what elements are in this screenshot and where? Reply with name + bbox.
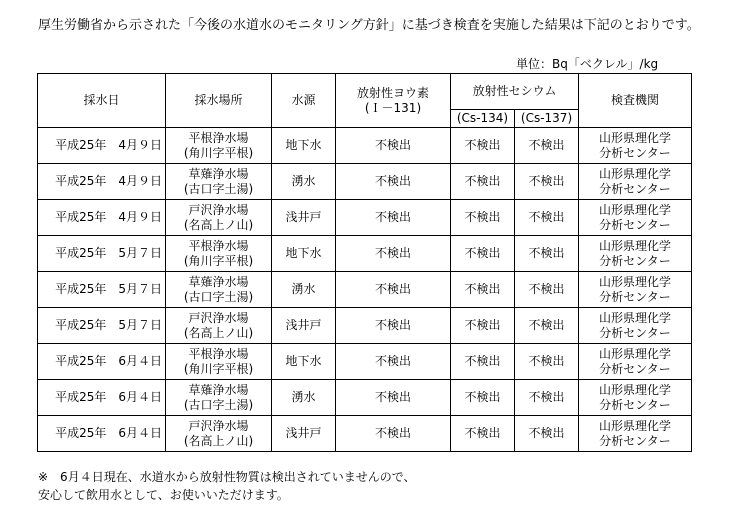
header-cesium: 放射性セシウム bbox=[451, 74, 579, 110]
cell-lab-line1: 山形県理化学 bbox=[599, 274, 672, 289]
cell-site bbox=[166, 344, 272, 380]
cell-source: 地下水 bbox=[272, 128, 336, 164]
header-lab: 検査機関 bbox=[579, 74, 692, 128]
cell-lab bbox=[579, 380, 692, 416]
cell-iodine: 不検出 bbox=[336, 272, 451, 308]
cell-date: 平成25年 5月７日 bbox=[38, 272, 166, 308]
header-iodine-line2: (Ｉ－131) bbox=[364, 100, 422, 115]
cell-cs134: 不検出 bbox=[451, 416, 515, 452]
cell-site bbox=[166, 200, 272, 236]
cell-lab-line2: 分析センター bbox=[599, 361, 671, 376]
cell-lab bbox=[579, 200, 692, 236]
cell-lab bbox=[579, 164, 692, 200]
cell-cs137: 不検出 bbox=[515, 200, 579, 236]
cell-lab-line1: 山形県理化学 bbox=[599, 382, 672, 397]
cell-lab bbox=[579, 416, 692, 452]
cell-cs137: 不検出 bbox=[515, 308, 579, 344]
cell-cs134: 不検出 bbox=[451, 200, 515, 236]
cell-cs134: 不検出 bbox=[451, 236, 515, 272]
unit-label: 単位：Bq「ベクレル」/kg bbox=[516, 57, 659, 71]
cell-lab-line1: 山形県理化学 bbox=[599, 166, 672, 181]
cell-site-address: (角川字平根) bbox=[183, 253, 254, 268]
table-header-row bbox=[38, 74, 692, 110]
header-date: 採水日 bbox=[38, 74, 166, 128]
cell-site-name: 草薙浄水場 bbox=[188, 274, 249, 289]
table-row bbox=[38, 236, 692, 272]
cell-cs137: 不検出 bbox=[515, 344, 579, 380]
cell-lab bbox=[579, 128, 692, 164]
cell-source: 浅井戸 bbox=[272, 200, 336, 236]
footnote-line1: ※ 6月４日現在、水道水から放射性物質は検出されていませんので、 bbox=[38, 470, 416, 484]
footnote bbox=[38, 468, 415, 504]
cell-cs134: 不検出 bbox=[451, 272, 515, 308]
cell-lab-line2: 分析センター bbox=[599, 145, 671, 160]
cell-source: 湧水 bbox=[272, 380, 336, 416]
cell-lab-line1: 山形県理化学 bbox=[599, 310, 672, 325]
cell-lab-line2: 分析センター bbox=[599, 289, 671, 304]
cell-cs137: 不検出 bbox=[515, 164, 579, 200]
cell-date: 平成25年 5月７日 bbox=[38, 236, 166, 272]
cell-iodine: 不検出 bbox=[336, 380, 451, 416]
cell-iodine: 不検出 bbox=[336, 344, 451, 380]
table-row bbox=[38, 128, 692, 164]
cell-date: 平成25年 4月９日 bbox=[38, 200, 166, 236]
cell-site bbox=[166, 416, 272, 452]
cell-lab bbox=[579, 308, 692, 344]
table-row bbox=[38, 344, 692, 380]
cell-site-address: (古口字土湯) bbox=[183, 289, 254, 304]
cell-iodine: 不検出 bbox=[336, 416, 451, 452]
cell-cs134: 不検出 bbox=[451, 128, 515, 164]
header-source: 水源 bbox=[272, 74, 336, 128]
cell-source: 湧水 bbox=[272, 272, 336, 308]
cell-iodine: 不検出 bbox=[336, 164, 451, 200]
cell-site-address: (名高上ノ山) bbox=[183, 217, 254, 232]
cell-cs134: 不検出 bbox=[451, 164, 515, 200]
cell-lab-line1: 山形県理化学 bbox=[599, 346, 672, 361]
cell-iodine: 不検出 bbox=[336, 128, 451, 164]
cell-source: 湧水 bbox=[272, 164, 336, 200]
cell-site-address: (名高上ノ山) bbox=[183, 325, 254, 340]
cell-date: 平成25年 5月７日 bbox=[38, 308, 166, 344]
cell-site-name: 戸沢浄水場 bbox=[188, 310, 249, 325]
cell-lab bbox=[579, 344, 692, 380]
cell-site-name: 平根浄水場 bbox=[188, 238, 249, 253]
cell-lab-line2: 分析センター bbox=[599, 217, 671, 232]
cell-site-name: 平根浄水場 bbox=[188, 346, 249, 361]
cell-cs137: 不検出 bbox=[515, 236, 579, 272]
cell-cs137: 不検出 bbox=[515, 416, 579, 452]
table-row bbox=[38, 416, 692, 452]
table-row bbox=[38, 200, 692, 236]
cell-lab-line2: 分析センター bbox=[599, 181, 671, 196]
cell-site-address: (角川字平根) bbox=[183, 145, 254, 160]
cell-cs137: 不検出 bbox=[515, 272, 579, 308]
cell-lab-line1: 山形県理化学 bbox=[599, 130, 672, 145]
table-row bbox=[38, 164, 692, 200]
cell-source: 地下水 bbox=[272, 344, 336, 380]
header-site: 採水場所 bbox=[166, 74, 272, 128]
table-body bbox=[38, 128, 692, 452]
cell-site bbox=[166, 236, 272, 272]
table-row bbox=[38, 272, 692, 308]
cell-site bbox=[166, 164, 272, 200]
cell-date: 平成25年 4月９日 bbox=[38, 164, 166, 200]
cell-lab bbox=[579, 236, 692, 272]
cell-date: 平成25年 6月４日 bbox=[38, 344, 166, 380]
results-table bbox=[37, 73, 692, 452]
header-cs137: (Cs-137) bbox=[515, 110, 579, 128]
cell-date: 平成25年 6月４日 bbox=[38, 416, 166, 452]
cell-site-address: (古口字土湯) bbox=[183, 397, 254, 412]
header-iodine bbox=[336, 74, 451, 128]
cell-site bbox=[166, 380, 272, 416]
cell-cs137: 不検出 bbox=[515, 380, 579, 416]
cell-lab-line2: 分析センター bbox=[599, 433, 671, 448]
cell-site-address: (角川字平根) bbox=[183, 361, 254, 376]
cell-lab bbox=[579, 272, 692, 308]
cell-lab-line2: 分析センター bbox=[599, 253, 671, 268]
cell-cs134: 不検出 bbox=[451, 344, 515, 380]
cell-source: 地下水 bbox=[272, 236, 336, 272]
cell-lab-line1: 山形県理化学 bbox=[599, 202, 672, 217]
header-iodine-line1: 放射性ヨウ素 bbox=[356, 85, 429, 100]
cell-site-address: (古口字土湯) bbox=[183, 181, 254, 196]
cell-site-address: (名高上ノ山) bbox=[183, 433, 254, 448]
cell-date: 平成25年 6月４日 bbox=[38, 380, 166, 416]
header-cs134: (Cs-134) bbox=[451, 110, 515, 128]
cell-cs137: 不検出 bbox=[515, 128, 579, 164]
cell-lab-line1: 山形県理化学 bbox=[599, 418, 672, 433]
cell-iodine: 不検出 bbox=[336, 236, 451, 272]
cell-site-name: 戸沢浄水場 bbox=[188, 202, 249, 217]
cell-site-name: 平根浄水場 bbox=[188, 130, 249, 145]
cell-lab-line2: 分析センター bbox=[599, 397, 671, 412]
cell-site bbox=[166, 128, 272, 164]
footnote-line2: 安心して飲用水として、お使いいただけます。 bbox=[38, 488, 289, 502]
table-row bbox=[38, 380, 692, 416]
cell-cs134: 不検出 bbox=[451, 308, 515, 344]
cell-cs134: 不検出 bbox=[451, 380, 515, 416]
cell-date: 平成25年 4月９日 bbox=[38, 128, 166, 164]
cell-site-name: 戸沢浄水場 bbox=[188, 418, 249, 433]
cell-lab-line1: 山形県理化学 bbox=[599, 238, 672, 253]
cell-source: 浅井戸 bbox=[272, 416, 336, 452]
cell-iodine: 不検出 bbox=[336, 308, 451, 344]
cell-site bbox=[166, 272, 272, 308]
intro-text: 厚生労働省から示された「今後の水道水のモニタリング方針」に基づき検査を実施した結果は下記のとおりです。 bbox=[38, 18, 700, 33]
cell-site-name: 草薙浄水場 bbox=[188, 382, 249, 397]
table-row bbox=[38, 308, 692, 344]
cell-lab-line2: 分析センター bbox=[599, 325, 671, 340]
cell-site bbox=[166, 308, 272, 344]
cell-source: 浅井戸 bbox=[272, 308, 336, 344]
cell-iodine: 不検出 bbox=[336, 200, 451, 236]
cell-site-name: 草薙浄水場 bbox=[188, 166, 249, 181]
